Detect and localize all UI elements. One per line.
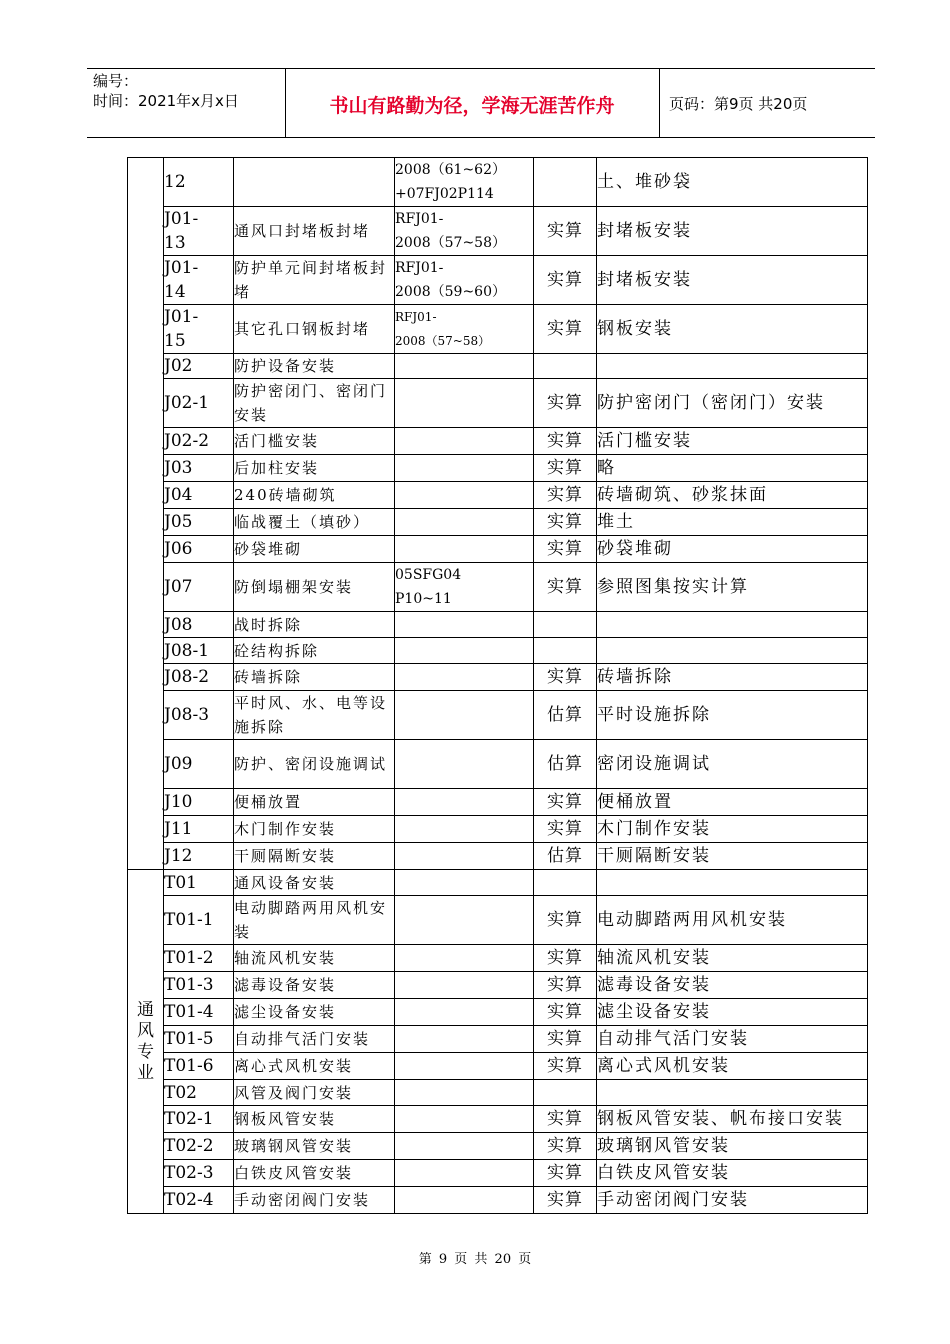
- item-name-cell: 砂袋堆砌: [234, 536, 395, 563]
- note-cell: 密闭设施调试: [597, 740, 868, 789]
- item-code-cell: T01-3: [164, 972, 234, 999]
- item-name-cell: 便桶放置: [234, 789, 395, 816]
- note-cell: 干厕隔断安装: [597, 843, 868, 870]
- item-name-cell: 防护单元间封堵板封堵: [234, 256, 395, 305]
- method-cell: 实算: [534, 816, 597, 843]
- item-name-cell: 滤尘设备安装: [234, 999, 395, 1026]
- reference-cell: [395, 740, 534, 789]
- item-name-cell: 玻璃钢风管安装: [234, 1133, 395, 1160]
- note-cell: 自动排气活门安装: [597, 1026, 868, 1053]
- item-name-cell: 自动排气活门安装: [234, 1026, 395, 1053]
- item-code-cell: T01-5: [164, 1026, 234, 1053]
- method-cell: 实算: [534, 379, 597, 428]
- note-cell: 玻璃钢风管安装: [597, 1133, 868, 1160]
- table-row: [128, 563, 868, 612]
- page-footer: 第 9 页 共 20 页: [418, 1252, 532, 1267]
- note-cell: [597, 638, 868, 664]
- note-cell: 平时设施拆除: [597, 691, 868, 740]
- reference-cell: [395, 816, 534, 843]
- note-cell: 滤尘设备安装: [597, 999, 868, 1026]
- table-row: [128, 158, 868, 207]
- note-cell: 白铁皮风管安装: [597, 1160, 868, 1187]
- page-header: [87, 68, 875, 138]
- item-code-cell: T01: [164, 870, 234, 896]
- item-code-cell: T01-6: [164, 1053, 234, 1080]
- table-row: [128, 1133, 868, 1160]
- reference-cell: [395, 1133, 534, 1160]
- item-code-cell: J09: [164, 740, 234, 789]
- table-row: [128, 945, 868, 972]
- reference-cell: [395, 354, 534, 379]
- note-cell: 钢板风管安装、帆布接口安装: [597, 1106, 868, 1133]
- reference-cell: [395, 1106, 534, 1133]
- method-cell: 实算: [534, 945, 597, 972]
- method-cell: 实算: [534, 256, 597, 305]
- item-code-cell: J08-1: [164, 638, 234, 664]
- reference-cell: [395, 612, 534, 638]
- item-code-cell: T02-2: [164, 1133, 234, 1160]
- table-row: [128, 999, 868, 1026]
- item-name-cell: 临战覆土（填砂）: [234, 509, 395, 536]
- note-cell: 电动脚踏两用风机安装: [597, 896, 868, 945]
- method-cell: 实算: [534, 509, 597, 536]
- reference-cell: [395, 789, 534, 816]
- note-cell: 轴流风机安装: [597, 945, 868, 972]
- note-cell: 手动密闭阀门安装: [597, 1187, 868, 1214]
- reference-cell: [395, 482, 534, 509]
- reference-cell: [395, 999, 534, 1026]
- table-row: [128, 256, 868, 305]
- reference-cell: [395, 972, 534, 999]
- note-cell: 砂袋堆砌: [597, 536, 868, 563]
- method-cell: 实算: [534, 972, 597, 999]
- note-cell: 砖墙拆除: [597, 664, 868, 691]
- reference-cell: [395, 870, 534, 896]
- item-code-cell: J08-3: [164, 691, 234, 740]
- table-row: [128, 612, 868, 638]
- table-row: [128, 482, 868, 509]
- table-row: [128, 740, 868, 789]
- method-cell: 实算: [534, 1187, 597, 1214]
- method-cell: 实算: [534, 789, 597, 816]
- item-name-cell: 防护、密闭设施调试: [234, 740, 395, 789]
- reference-cell: [395, 691, 534, 740]
- table-row: [128, 789, 868, 816]
- item-name-cell: 通风设备安装: [234, 870, 395, 896]
- item-name-cell: 战时拆除: [234, 612, 395, 638]
- method-cell: 实算: [534, 1106, 597, 1133]
- method-cell: [534, 638, 597, 664]
- item-name-cell: 手动密闭阀门安装: [234, 1187, 395, 1214]
- reference-cell: [395, 1160, 534, 1187]
- method-cell: 估算: [534, 843, 597, 870]
- note-cell: 木门制作安装: [597, 816, 868, 843]
- item-code-cell: J02-1: [164, 379, 234, 428]
- reference-cell: [395, 455, 534, 482]
- note-cell: 离心式风机安装: [597, 1053, 868, 1080]
- category-cell: [128, 870, 164, 1214]
- item-code-cell: T01-2: [164, 945, 234, 972]
- category-cell: [128, 158, 164, 870]
- reference-cell: RFJ01- 2008（57~58）: [395, 305, 534, 354]
- method-cell: 实算: [534, 428, 597, 455]
- item-code-cell: T01-4: [164, 999, 234, 1026]
- table-row: [128, 455, 868, 482]
- item-name-cell: [234, 158, 395, 207]
- item-code-cell: J10: [164, 789, 234, 816]
- method-cell: [534, 870, 597, 896]
- table-row: [128, 896, 868, 945]
- item-name-cell: 砖墙拆除: [234, 664, 395, 691]
- method-cell: 实算: [534, 896, 597, 945]
- note-cell: 便桶放置: [597, 789, 868, 816]
- item-name-cell: 离心式风机安装: [234, 1053, 395, 1080]
- item-name-cell: 其它孔口钢板封堵: [234, 305, 395, 354]
- table-row: [128, 379, 868, 428]
- item-name-cell: 轴流风机安装: [234, 945, 395, 972]
- table-row: [128, 638, 868, 664]
- table-row: [128, 1080, 868, 1106]
- method-cell: 实算: [534, 1026, 597, 1053]
- note-cell: 砖墙砌筑、砂浆抹面: [597, 482, 868, 509]
- item-name-cell: 防护设备安装: [234, 354, 395, 379]
- item-code-cell: J01- 15: [164, 305, 234, 354]
- method-cell: 实算: [534, 482, 597, 509]
- table-row: [128, 1187, 868, 1214]
- note-cell: 封堵板安装: [597, 207, 868, 256]
- note-cell: 滤毒设备安装: [597, 972, 868, 999]
- item-name-cell: 防倒塌棚架安装: [234, 563, 395, 612]
- method-cell: 估算: [534, 740, 597, 789]
- item-name-cell: 平时风、水、电等设施拆除: [234, 691, 395, 740]
- category-label: 通风专业: [137, 999, 154, 1083]
- number-label: 编号：: [93, 72, 139, 90]
- table-row: [128, 1160, 868, 1187]
- table-row: [128, 1026, 868, 1053]
- method-cell: 实算: [534, 999, 597, 1026]
- table-row: [128, 354, 868, 379]
- method-cell: 实算: [534, 455, 597, 482]
- item-code-cell: J12: [164, 843, 234, 870]
- reference-cell: [395, 638, 534, 664]
- note-cell: 堆土: [597, 509, 868, 536]
- item-name-cell: 后加柱安装: [234, 455, 395, 482]
- method-cell: 实算: [534, 207, 597, 256]
- item-code-cell: J05: [164, 509, 234, 536]
- method-cell: 实算: [534, 563, 597, 612]
- item-name-cell: 通风口封堵板封堵: [234, 207, 395, 256]
- header-meta: [93, 71, 239, 111]
- item-code-cell: J02: [164, 354, 234, 379]
- table-row: [128, 305, 868, 354]
- item-code-cell: J11: [164, 816, 234, 843]
- method-cell: [534, 158, 597, 207]
- method-cell: 实算: [534, 1053, 597, 1080]
- item-name-cell: 电动脚踏两用风机安装: [234, 896, 395, 945]
- item-name-cell: 滤毒设备安装: [234, 972, 395, 999]
- reference-cell: [395, 843, 534, 870]
- item-code-cell: J08: [164, 612, 234, 638]
- reference-cell: [395, 664, 534, 691]
- note-cell: [597, 1080, 868, 1106]
- note-cell: [597, 354, 868, 379]
- time-label: 时间：2021年x月x日: [93, 92, 239, 110]
- reference-cell: 05SFG04 P10~11: [395, 563, 534, 612]
- item-name-cell: 防护密闭门、密闭门安装: [234, 379, 395, 428]
- reference-cell: [395, 428, 534, 455]
- item-code-cell: T02: [164, 1080, 234, 1106]
- reference-cell: [395, 1053, 534, 1080]
- note-cell: [597, 612, 868, 638]
- reference-cell: [395, 896, 534, 945]
- note-cell: 封堵板安装: [597, 256, 868, 305]
- item-code-cell: T01-1: [164, 896, 234, 945]
- header-page-info: 页码：第9页 共20页: [669, 95, 808, 113]
- note-cell: 活门槛安装: [597, 428, 868, 455]
- table-row: [128, 816, 868, 843]
- table-row: [128, 870, 868, 896]
- method-cell: [534, 1080, 597, 1106]
- note-cell: 土、堆砂袋: [597, 158, 868, 207]
- method-cell: 实算: [534, 1133, 597, 1160]
- table-row: [128, 207, 868, 256]
- note-cell: 防护密闭门（密闭门）安装: [597, 379, 868, 428]
- method-cell: 实算: [534, 1160, 597, 1187]
- table-row: [128, 664, 868, 691]
- item-name-cell: 干厕隔断安装: [234, 843, 395, 870]
- note-cell: 参照图集按实计算: [597, 563, 868, 612]
- item-code-cell: J08-2: [164, 664, 234, 691]
- reference-cell: [395, 379, 534, 428]
- reference-cell: RFJ01- 2008（57~58）: [395, 207, 534, 256]
- table-row: [128, 509, 868, 536]
- table-row: [128, 691, 868, 740]
- table-row: [128, 972, 868, 999]
- reference-cell: [395, 1187, 534, 1214]
- method-cell: [534, 354, 597, 379]
- item-name-cell: 风管及阀门安装: [234, 1080, 395, 1106]
- item-name-cell: 240砖墙砌筑: [234, 482, 395, 509]
- method-cell: 实算: [534, 664, 597, 691]
- item-code-cell: T02-4: [164, 1187, 234, 1214]
- method-cell: 估算: [534, 691, 597, 740]
- table-row: [128, 843, 868, 870]
- item-name-cell: 砼结构拆除: [234, 638, 395, 664]
- reference-cell: [395, 509, 534, 536]
- table-row: [128, 536, 868, 563]
- item-code-cell: T02-3: [164, 1160, 234, 1187]
- item-code-cell: T02-1: [164, 1106, 234, 1133]
- item-code-cell: J01- 13: [164, 207, 234, 256]
- header-divider: [659, 69, 660, 137]
- item-code-cell: J04: [164, 482, 234, 509]
- reference-cell: 2008（61~62） +07FJ02P114: [395, 158, 534, 207]
- item-code-cell: J02-2: [164, 428, 234, 455]
- reference-cell: [395, 945, 534, 972]
- item-code-cell: J06: [164, 536, 234, 563]
- table-row: [128, 1053, 868, 1080]
- item-name-cell: 钢板风管安装: [234, 1106, 395, 1133]
- item-name-cell: 木门制作安装: [234, 816, 395, 843]
- reference-cell: [395, 1080, 534, 1106]
- table-row: [128, 1106, 868, 1133]
- item-code-cell: J07: [164, 563, 234, 612]
- item-code-cell: J03: [164, 455, 234, 482]
- note-cell: [597, 870, 868, 896]
- method-cell: [534, 612, 597, 638]
- item-code-cell: 12: [164, 158, 234, 207]
- item-name-cell: 活门槛安装: [234, 428, 395, 455]
- reference-cell: [395, 1026, 534, 1053]
- method-cell: 实算: [534, 305, 597, 354]
- table-row: [128, 428, 868, 455]
- header-motto: 书山有路勤为径，学海无涯苦作舟: [329, 95, 615, 117]
- item-name-cell: 白铁皮风管安装: [234, 1160, 395, 1187]
- items-table: [127, 157, 868, 1214]
- reference-cell: [395, 536, 534, 563]
- item-code-cell: J01- 14: [164, 256, 234, 305]
- note-cell: 钢板安装: [597, 305, 868, 354]
- reference-cell: RFJ01- 2008（59~60）: [395, 256, 534, 305]
- method-cell: 实算: [534, 536, 597, 563]
- note-cell: 略: [597, 455, 868, 482]
